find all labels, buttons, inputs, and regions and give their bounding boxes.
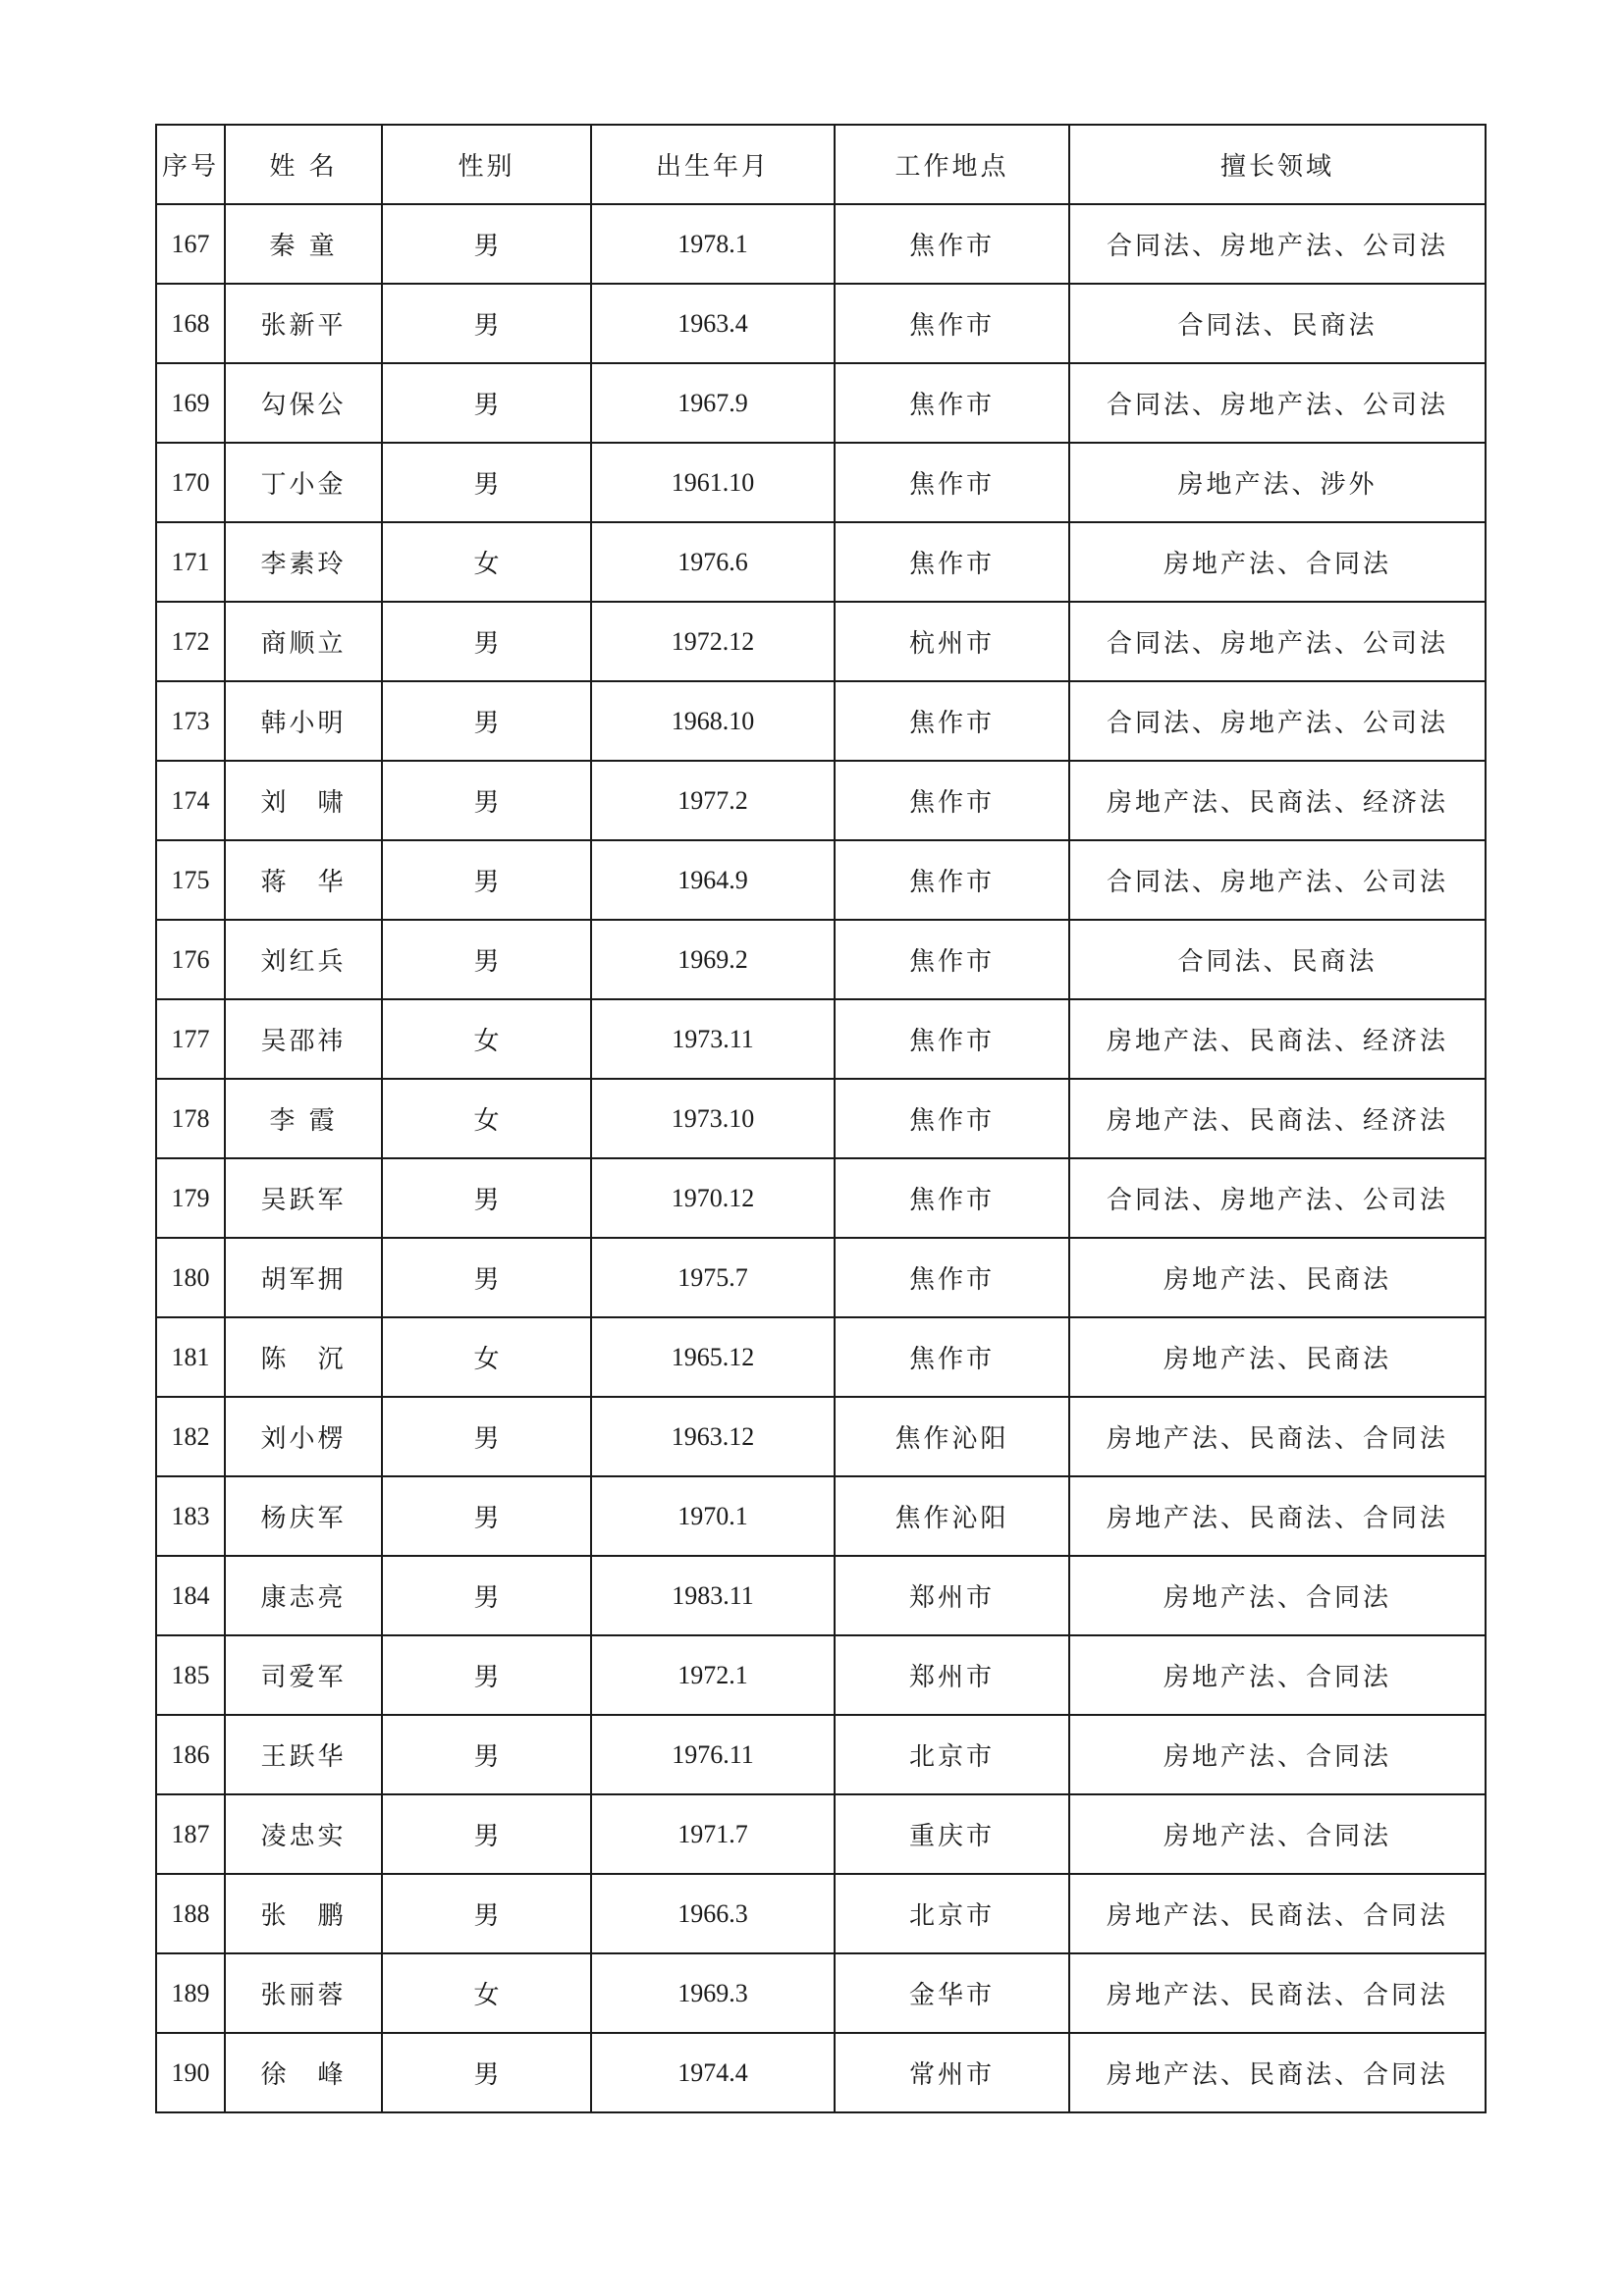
table-body (156, 204, 1486, 2112)
lawyer-sex: 女 (382, 1079, 591, 1158)
row-number: 187 (156, 1794, 225, 1874)
specialty-fields: 房地产法、民商法、经济法 (1069, 999, 1486, 1079)
work-location: 焦作市 (835, 1317, 1069, 1397)
lawyer-sex: 男 (382, 1158, 591, 1238)
lawyer-sex: 女 (382, 1953, 591, 2033)
row-number: 180 (156, 1238, 225, 1317)
birth-date: 1966.3 (591, 1874, 835, 1953)
row-number: 169 (156, 363, 225, 443)
table-row (156, 1953, 1486, 2033)
specialty-fields: 房地产法、民商法 (1069, 1317, 1486, 1397)
table-row (156, 2033, 1486, 2112)
row-number: 184 (156, 1556, 225, 1635)
work-location: 焦作市 (835, 443, 1069, 522)
lawyer-name: 吴跃军 (225, 1158, 382, 1238)
work-location: 焦作市 (835, 204, 1069, 284)
row-number: 190 (156, 2033, 225, 2112)
header-location: 工作地点 (835, 125, 1069, 204)
specialty-fields: 房地产法、民商法、合同法 (1069, 1476, 1486, 1556)
lawyer-sex: 男 (382, 681, 591, 761)
work-location: 焦作市 (835, 681, 1069, 761)
row-number: 181 (156, 1317, 225, 1397)
birth-date: 1972.1 (591, 1635, 835, 1715)
lawyer-sex: 男 (382, 840, 591, 920)
lawyer-sex: 男 (382, 284, 591, 363)
table-row (156, 284, 1486, 363)
table-row (156, 920, 1486, 999)
lawyer-name: 秦 童 (225, 204, 382, 284)
table-row (156, 761, 1486, 840)
specialty-fields: 房地产法、合同法 (1069, 1715, 1486, 1794)
birth-date: 1973.11 (591, 999, 835, 1079)
specialty-fields: 房地产法、合同法 (1069, 1556, 1486, 1635)
work-location: 焦作沁阳 (835, 1397, 1069, 1476)
lawyer-name: 陈 沉 (225, 1317, 382, 1397)
table-row (156, 999, 1486, 1079)
header-number: 序号 (156, 125, 225, 204)
specialty-fields: 房地产法、民商法、合同法 (1069, 1953, 1486, 2033)
lawyer-name: 刘红兵 (225, 920, 382, 999)
work-location: 焦作市 (835, 284, 1069, 363)
lawyer-sex: 女 (382, 522, 591, 602)
table-row (156, 1715, 1486, 1794)
row-number: 172 (156, 602, 225, 681)
table-row (156, 681, 1486, 761)
birth-date: 1969.3 (591, 1953, 835, 2033)
birth-date: 1970.1 (591, 1476, 835, 1556)
work-location: 杭州市 (835, 602, 1069, 681)
work-location: 重庆市 (835, 1794, 1069, 1874)
birth-date: 1963.4 (591, 284, 835, 363)
lawyer-name: 商顺立 (225, 602, 382, 681)
specialty-fields: 合同法、房地产法、公司法 (1069, 602, 1486, 681)
lawyer-sex: 男 (382, 920, 591, 999)
lawyer-name: 勾保公 (225, 363, 382, 443)
table-row (156, 1158, 1486, 1238)
birth-date: 1964.9 (591, 840, 835, 920)
lawyer-name: 王跃华 (225, 1715, 382, 1794)
work-location: 焦作市 (835, 999, 1069, 1079)
row-number: 168 (156, 284, 225, 363)
work-location: 焦作市 (835, 1158, 1069, 1238)
header-row (156, 125, 1486, 204)
work-location: 焦作市 (835, 840, 1069, 920)
birth-date: 1967.9 (591, 363, 835, 443)
table-row (156, 443, 1486, 522)
work-location: 金华市 (835, 1953, 1069, 2033)
work-location: 焦作市 (835, 761, 1069, 840)
lawyer-name: 李 霞 (225, 1079, 382, 1158)
specialty-fields: 房地产法、民商法、经济法 (1069, 1079, 1486, 1158)
specialty-fields: 房地产法、民商法 (1069, 1238, 1486, 1317)
table-row (156, 204, 1486, 284)
table-row (156, 1556, 1486, 1635)
birth-date: 1970.12 (591, 1158, 835, 1238)
header-name: 姓 名 (225, 125, 382, 204)
table-row (156, 363, 1486, 443)
table-row (156, 1397, 1486, 1476)
lawyer-name: 徐 峰 (225, 2033, 382, 2112)
specialty-fields: 房地产法、涉外 (1069, 443, 1486, 522)
row-number: 177 (156, 999, 225, 1079)
lawyer-name: 刘小楞 (225, 1397, 382, 1476)
birth-date: 1963.12 (591, 1397, 835, 1476)
row-number: 186 (156, 1715, 225, 1794)
lawyer-name: 吴邵祎 (225, 999, 382, 1079)
work-location: 北京市 (835, 1874, 1069, 1953)
specialty-fields: 房地产法、合同法 (1069, 1635, 1486, 1715)
specialty-fields: 合同法、民商法 (1069, 920, 1486, 999)
work-location: 郑州市 (835, 1556, 1069, 1635)
table-header (156, 125, 1486, 204)
table-row (156, 840, 1486, 920)
table-row (156, 1317, 1486, 1397)
birth-date: 1971.7 (591, 1794, 835, 1874)
specialty-fields: 房地产法、合同法 (1069, 1794, 1486, 1874)
header-field: 擅长领域 (1069, 125, 1486, 204)
row-number: 175 (156, 840, 225, 920)
row-number: 183 (156, 1476, 225, 1556)
specialty-fields: 合同法、房地产法、公司法 (1069, 1158, 1486, 1238)
birth-date: 1973.10 (591, 1079, 835, 1158)
row-number: 178 (156, 1079, 225, 1158)
header-sex: 性别 (382, 125, 591, 204)
lawyer-roster-table (155, 124, 1487, 2113)
lawyer-name: 张 鹏 (225, 1874, 382, 1953)
specialty-fields: 合同法、房地产法、公司法 (1069, 681, 1486, 761)
birth-date: 1972.12 (591, 602, 835, 681)
lawyer-sex: 男 (382, 1556, 591, 1635)
lawyer-name: 蒋 华 (225, 840, 382, 920)
birth-date: 1974.4 (591, 2033, 835, 2112)
lawyer-name: 凌忠实 (225, 1794, 382, 1874)
work-location: 常州市 (835, 2033, 1069, 2112)
lawyer-name: 张丽蓉 (225, 1953, 382, 2033)
lawyer-name: 丁小金 (225, 443, 382, 522)
lawyer-name: 杨庆军 (225, 1476, 382, 1556)
specialty-fields: 房地产法、合同法 (1069, 522, 1486, 602)
lawyer-name: 司爱军 (225, 1635, 382, 1715)
table-row (156, 1476, 1486, 1556)
row-number: 173 (156, 681, 225, 761)
specialty-fields: 合同法、民商法 (1069, 284, 1486, 363)
lawyer-name: 韩小明 (225, 681, 382, 761)
work-location: 郑州市 (835, 1635, 1069, 1715)
lawyer-sex: 男 (382, 1476, 591, 1556)
work-location: 焦作市 (835, 1079, 1069, 1158)
lawyer-name: 刘 啸 (225, 761, 382, 840)
row-number: 182 (156, 1397, 225, 1476)
lawyer-sex: 男 (382, 1874, 591, 1953)
lawyer-sex: 女 (382, 999, 591, 1079)
row-number: 179 (156, 1158, 225, 1238)
table-row (156, 1874, 1486, 1953)
lawyer-sex: 男 (382, 2033, 591, 2112)
lawyer-name: 胡军拥 (225, 1238, 382, 1317)
row-number: 167 (156, 204, 225, 284)
specialty-fields: 合同法、房地产法、公司法 (1069, 840, 1486, 920)
table-row (156, 1635, 1486, 1715)
work-location: 焦作市 (835, 363, 1069, 443)
table-row (156, 602, 1486, 681)
lawyer-sex: 男 (382, 761, 591, 840)
row-number: 174 (156, 761, 225, 840)
specialty-fields: 房地产法、民商法、合同法 (1069, 1397, 1486, 1476)
birth-date: 1968.10 (591, 681, 835, 761)
specialty-fields: 房地产法、民商法、合同法 (1069, 1874, 1486, 1953)
work-location: 焦作市 (835, 920, 1069, 999)
work-location: 北京市 (835, 1715, 1069, 1794)
row-number: 170 (156, 443, 225, 522)
lawyer-sex: 男 (382, 363, 591, 443)
birth-date: 1961.10 (591, 443, 835, 522)
specialty-fields: 房地产法、民商法、经济法 (1069, 761, 1486, 840)
lawyer-sex: 男 (382, 602, 591, 681)
row-number: 176 (156, 920, 225, 999)
table-row (156, 522, 1486, 602)
lawyer-sex: 男 (382, 1794, 591, 1874)
birth-date: 1965.12 (591, 1317, 835, 1397)
row-number: 171 (156, 522, 225, 602)
specialty-fields: 合同法、房地产法、公司法 (1069, 204, 1486, 284)
row-number: 188 (156, 1874, 225, 1953)
birth-date: 1969.2 (591, 920, 835, 999)
lawyer-sex: 男 (382, 1635, 591, 1715)
table-row (156, 1238, 1486, 1317)
work-location: 焦作市 (835, 522, 1069, 602)
lawyer-sex: 男 (382, 204, 591, 284)
work-location: 焦作市 (835, 1238, 1069, 1317)
birth-date: 1975.7 (591, 1238, 835, 1317)
birth-date: 1976.6 (591, 522, 835, 602)
table-row (156, 1794, 1486, 1874)
header-birth: 出生年月 (591, 125, 835, 204)
work-location: 焦作沁阳 (835, 1476, 1069, 1556)
lawyer-sex: 男 (382, 1238, 591, 1317)
row-number: 189 (156, 1953, 225, 2033)
lawyer-sex: 男 (382, 443, 591, 522)
birth-date: 1977.2 (591, 761, 835, 840)
table-row (156, 1079, 1486, 1158)
row-number: 185 (156, 1635, 225, 1715)
lawyer-sex: 男 (382, 1715, 591, 1794)
lawyer-sex: 女 (382, 1317, 591, 1397)
birth-date: 1983.11 (591, 1556, 835, 1635)
lawyer-name: 康志亮 (225, 1556, 382, 1635)
lawyer-name: 李素玲 (225, 522, 382, 602)
lawyer-sex: 男 (382, 1397, 591, 1476)
birth-date: 1976.11 (591, 1715, 835, 1794)
lawyer-name: 张新平 (225, 284, 382, 363)
specialty-fields: 房地产法、民商法、合同法 (1069, 2033, 1486, 2112)
specialty-fields: 合同法、房地产法、公司法 (1069, 363, 1486, 443)
birth-date: 1978.1 (591, 204, 835, 284)
